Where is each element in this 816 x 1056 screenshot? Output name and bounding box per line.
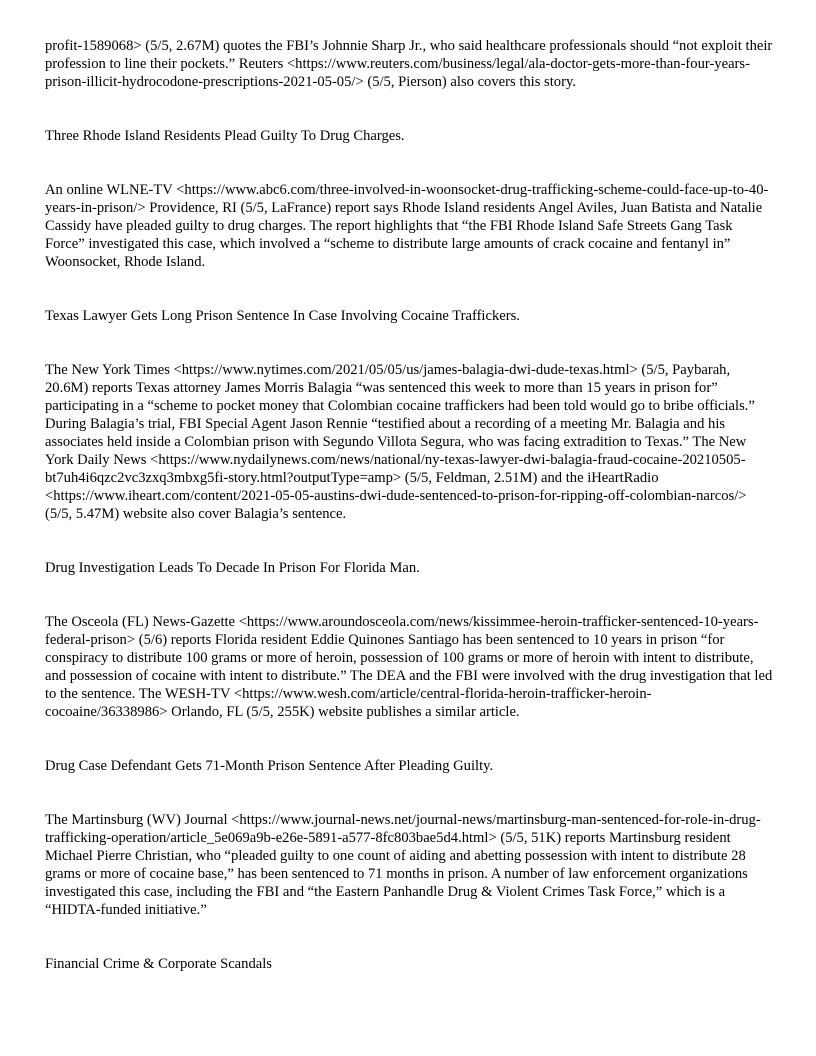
story-body-rhode-island: An online WLNE-TV <https://www.abc6.com/three-involved-in-woonsocket-drug-trafficking-scheme-could-face-up-to-40-years-in-prison/> Providence, RI (5/5, LaFrance) report says Rhode Island residents Angel Aviles, Juan Batista and Natalie Cassidy have pleaded guilty to drug charges. The report highlights that “the FBI Rhode Island Safe Streets Gang Task Force” investigated this case, which involved a “scheme to distribute large amounts of crack cocaine and fentanyl in” Woonsocket, Rhode Island. [45, 182, 769, 270]
section-heading-financial-crime: Financial Crime & Corporate Scandals [45, 956, 272, 972]
story-headline-rhode-island: Three Rhode Island Residents Plead Guilty To Drug Charges. [45, 128, 405, 144]
story-body-texas-lawyer: The New York Times <https://www.nytimes.com/2021/05/05/us/james-balagia-dwi-dude-texas.html> (5/5, Paybarah, 20.6M) reports Texas attorney James Morris Balagia “was sentenced this week to more than 15 years in prison for” participating in a “scheme to pocket money that Colombian cocaine traffickers had been told would go to bribe officials.” During Balagia’s trial, FBI Special Agent Jason Rennie “testified about a recording of a meeting Mr. Balagia and his associates held inside a Colombian prison with Segundo Villota Segura, who was facing extradition to Texas.” The New York Daily News <https://www.nydailynews.com/news/national/ny-texas-lawyer-dwi-balagia-fraud-cocaine-20210505-bt7uh4i6qzc2vc3zxq3mbxg5fi-story.html?outputType=amp> (5/5, Feldman, 2.51M) and the iHeartRadio <https://www.iheart.com/content/2021-05-05-austins-dwi-dude-sentenced-to-prison-for-ripping-off-colombian-narcos/> (5/5, 5.47M) website also cover Balagia’s sentence. [45, 362, 755, 522]
story-body-71-month-sentence: The Martinsburg (WV) Journal <https://www.journal-news.net/journal-news/martinsburg-man-sentenced-for-role-in-drug-trafficking-operation/article_5e069a9b-e26e-5891-a577-8fc803bae5d4.html> (5/5, 51K) reports Martinsburg resident Michael Pierre Christian, who “pleaded guilty to one count of aiding and abetting possession with intent to distribute 28 grams or more of cocaine base,” has been sentenced to 71 months in prison. A number of law enforcement organizations investigated this case, including the FBI and “the Eastern Panhandle Drug & Violent Crimes Task Force,” which is a “HIDTA-funded initiative.” [45, 812, 761, 918]
story-headline-71-month-sentence: Drug Case Defendant Gets 71-Month Prison Sentence After Pleading Guilty. [45, 758, 494, 774]
article-continuation-paragraph: profit-1589068> (5/5, 2.67M) quotes the FBI’s Johnnie Sharp Jr., who said healthcare professionals should “not exploit their profession to line their pockets.” Reuters <https://www.reuters.com/business/legal/ala-doctor-gets-more-than-four-years-prison-illicit-hydrocodone-prescriptions-2021-05-05/> (5/5, Pierson) also covers this story. [45, 38, 773, 90]
story-headline-texas-lawyer: Texas Lawyer Gets Long Prison Sentence In Case Involving Cocaine Traffickers. [45, 308, 520, 324]
story-body-florida-man: The Osceola (FL) News-Gazette <https://www.aroundosceola.com/news/kissimmee-heroin-trafficker-sentenced-10-years-federal-prison> (5/6) reports Florida resident Eddie Quinones Santiago has been sentenced to 10 years in prison “for conspiracy to distribute 100 grams or more of heroin, possession of 100 grams or more of heroin with intent to distribute, and possession of cocaine with intent to distribute.” The DEA and the FBI were involved with the drug investigation that led to the sentence. The WESH-TV <https://www.wesh.com/article/central-florida-heroin-trafficker-heroin-cocoaine/36338986> Orlando, FL (5/5, 255K) website publishes a similar article. [45, 614, 773, 720]
document-page [45, 37, 773, 973]
story-headline-florida-man: Drug Investigation Leads To Decade In Prison For Florida Man. [45, 560, 420, 576]
